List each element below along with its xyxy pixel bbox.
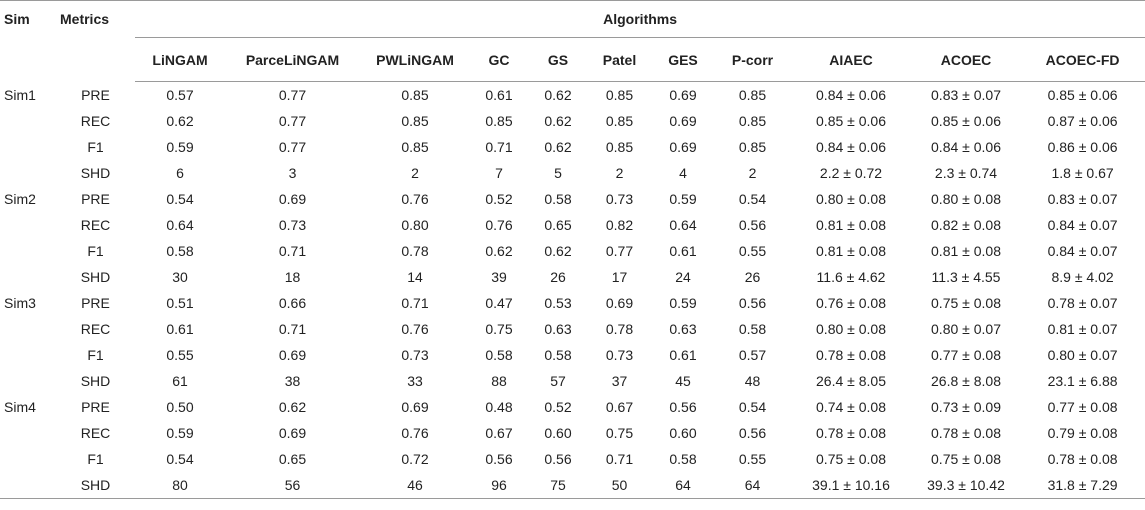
cell-value: 0.62	[485, 243, 513, 259]
cell-value: 11.6 ± 4.62	[816, 269, 886, 285]
cell-value: 0.62	[544, 243, 572, 259]
column-header-patel: Patel	[588, 38, 651, 82]
cell-value: 0.56	[485, 451, 513, 467]
cell-metric: REC	[80, 321, 111, 337]
cell-value: 0.85	[605, 113, 634, 129]
cell-value: 0.69	[669, 113, 697, 129]
cell-value: 0.58	[544, 347, 572, 363]
cell-value: 0.69	[278, 347, 307, 363]
cell-value: 0.85	[605, 139, 634, 155]
cell-metric: SHD	[56, 472, 135, 499]
cell-value: 0.83 ± 0.07	[1047, 191, 1118, 207]
cell-value: 0.65	[278, 451, 307, 467]
cell-value: 0.54	[166, 451, 194, 467]
cell-value: 23.1 ± 6.88	[1047, 373, 1118, 389]
cell-value: 0.78 ± 0.08	[1047, 451, 1118, 467]
cell-value: 0.75 ± 0.08	[931, 295, 1001, 311]
cell-value: 0.63	[669, 321, 697, 337]
cell-value: 7	[495, 165, 503, 181]
cell-value: 0.77	[278, 87, 307, 103]
cell-value: 0.71	[278, 321, 307, 337]
cell-value: 0.76	[401, 191, 429, 207]
cell-value: 0.64	[166, 217, 194, 233]
cell-value: 2	[411, 165, 419, 181]
column-header-ges: GES	[651, 38, 715, 82]
cell-value: 0.85	[605, 87, 634, 103]
cell-value: 0.78 ± 0.07	[1047, 295, 1118, 311]
cell-value: 0.80 ± 0.08	[931, 191, 1001, 207]
table-row	[0, 394, 1145, 420]
cell-value: 0.69	[605, 295, 634, 311]
cell-sim: Sim1	[4, 86, 36, 103]
cell-sim	[0, 420, 56, 446]
column-header-parcelingam: ParceLiNGAM	[225, 38, 360, 82]
cell-value: 2.2 ± 0.72	[819, 165, 883, 181]
cell-value: 0.84 ± 0.07	[1047, 243, 1118, 259]
column-header-acoec-fd: ACOEC-FD	[1020, 38, 1145, 82]
cell-value: 0.86 ± 0.06	[1047, 139, 1118, 155]
cell-metric: REC	[80, 425, 111, 441]
cell-value: 0.59	[166, 139, 194, 155]
cell-value: 0.56	[669, 399, 697, 415]
cell-value: 80	[135, 472, 225, 499]
table-row	[0, 212, 1145, 238]
cell-value: 0.72	[401, 451, 429, 467]
table-row	[0, 420, 1145, 446]
cell-value: 0.80	[401, 217, 429, 233]
cell-value: 0.82 ± 0.08	[931, 217, 1001, 233]
cell-value: 0.55	[738, 243, 767, 259]
cell-value: 8.9 ± 4.02	[1051, 269, 1114, 285]
cell-value: 0.85 ± 0.06	[816, 113, 886, 129]
table-row	[0, 290, 1145, 316]
cell-value: 0.85	[401, 139, 429, 155]
cell-metric: F1	[87, 451, 104, 467]
cell-value: 0.71	[605, 451, 634, 467]
cell-value: 0.71	[485, 139, 513, 155]
cell-value: 0.67	[605, 399, 634, 415]
cell-value: 0.74 ± 0.08	[816, 399, 886, 415]
cell-value: 0.56	[544, 451, 572, 467]
cell-value: 88	[491, 373, 507, 389]
cell-value: 0.81 ± 0.08	[816, 243, 886, 259]
cell-value: 0.59	[669, 295, 697, 311]
cell-value: 0.73	[401, 347, 429, 363]
cell-value: 0.69	[669, 139, 697, 155]
cell-value: 75	[528, 472, 588, 499]
cell-value: 0.58	[669, 451, 697, 467]
cell-value: 0.73	[605, 191, 634, 207]
cell-value: 0.67	[485, 425, 513, 441]
cell-value: 38	[284, 373, 301, 389]
cell-value: 0.64	[669, 217, 697, 233]
cell-value: 0.85	[738, 87, 767, 103]
cell-value: 50	[588, 472, 651, 499]
cell-value: 0.55	[166, 347, 194, 363]
cell-sim	[0, 472, 56, 499]
cell-value: 0.62	[166, 113, 194, 129]
cell-metric: SHD	[80, 165, 111, 181]
cell-value: 0.79 ± 0.08	[1047, 425, 1118, 441]
cell-sim	[0, 342, 56, 368]
cell-value: 0.61	[669, 347, 697, 363]
cell-value: 0.59	[669, 191, 697, 207]
cell-sim	[0, 446, 56, 472]
cell-value: 0.60	[669, 425, 697, 441]
cell-sim	[0, 264, 56, 290]
cell-value: 45	[675, 373, 691, 389]
cell-value: 0.60	[544, 425, 572, 441]
column-header-p-corr: P-corr	[715, 38, 790, 82]
cell-value: 0.73	[605, 347, 634, 363]
cell-value: 0.69	[278, 191, 307, 207]
table-row	[0, 134, 1145, 160]
table-row	[0, 264, 1145, 290]
table-row	[0, 186, 1145, 212]
cell-metric: SHD	[80, 269, 111, 285]
cell-value: 0.58	[544, 191, 572, 207]
table-row	[0, 108, 1145, 134]
cell-value: 0.48	[485, 399, 513, 415]
table-row	[0, 160, 1145, 186]
column-header-pwlingam: PWLiNGAM	[360, 38, 470, 82]
cell-value: 0.52	[544, 399, 572, 415]
cell-value: 0.85	[401, 113, 429, 129]
cell-sim: Sim4	[4, 399, 36, 415]
cell-value: 0.65	[544, 217, 572, 233]
cell-value: 37	[611, 373, 628, 389]
cell-metric: F1	[87, 139, 104, 155]
cell-metric: PRE	[81, 295, 110, 311]
column-header-lingam: LiNGAM	[135, 38, 225, 82]
cell-metric: F1	[87, 243, 104, 259]
cell-metric: SHD	[80, 373, 111, 389]
cell-value: 46	[360, 472, 470, 499]
cell-value: 0.77	[278, 139, 307, 155]
cell-value: 0.58	[166, 243, 194, 259]
cell-value: 64	[651, 472, 715, 499]
column-header-aiaec: AIAEC	[790, 38, 912, 82]
column-header-sim: Sim	[0, 1, 56, 82]
table-row	[0, 472, 1145, 499]
column-header-gs: GS	[528, 38, 588, 82]
cell-value: 0.71	[278, 243, 307, 259]
cell-value: 39	[491, 269, 507, 285]
cell-value: 0.76	[401, 321, 429, 337]
cell-value: 26	[550, 269, 566, 285]
cell-sim: Sim2	[4, 191, 36, 207]
cell-value: 0.75 ± 0.08	[816, 451, 886, 467]
cell-value: 0.58	[738, 321, 767, 337]
cell-value: 4	[679, 165, 687, 181]
cell-value: 0.76	[485, 217, 513, 233]
table-row	[0, 82, 1145, 109]
cell-value: 0.80 ± 0.07	[931, 321, 1001, 337]
cell-sim	[0, 368, 56, 394]
cell-value: 2	[748, 165, 757, 181]
cell-value: 0.87 ± 0.06	[1047, 113, 1118, 129]
cell-value: 0.61	[166, 321, 194, 337]
cell-value: 0.56	[738, 217, 767, 233]
cell-value: 0.63	[544, 321, 572, 337]
cell-value: 0.78 ± 0.08	[931, 425, 1001, 441]
cell-value: 0.55	[738, 451, 767, 467]
cell-value: 0.73	[278, 217, 307, 233]
cell-value: 0.77 ± 0.08	[931, 347, 1001, 363]
header-row-top	[0, 1, 1145, 38]
cell-value: 26	[744, 269, 761, 285]
cell-value: 0.69	[401, 399, 429, 415]
cell-value: 0.85	[485, 113, 513, 129]
column-group-algorithms: Algorithms	[135, 1, 1145, 38]
cell-value: 33	[407, 373, 423, 389]
cell-sim	[0, 108, 56, 134]
cell-value: 14	[407, 269, 423, 285]
cell-value: 0.77	[278, 113, 307, 129]
cell-metric: PRE	[81, 86, 110, 103]
cell-sim	[0, 160, 56, 186]
cell-value: 0.71	[401, 295, 429, 311]
cell-value: 0.76 ± 0.08	[816, 295, 886, 311]
cell-value: 0.84 ± 0.06	[931, 139, 1001, 155]
cell-value: 26.8 ± 8.08	[931, 373, 1001, 389]
cell-value: 0.51	[166, 295, 194, 311]
column-header-acoec: ACOEC	[912, 38, 1020, 82]
cell-value: 0.77 ± 0.08	[1047, 399, 1118, 415]
cell-value: 0.84 ± 0.06	[816, 139, 886, 155]
cell-value: 0.76	[401, 425, 429, 441]
cell-value: 0.54	[738, 191, 767, 207]
cell-value: 26.4 ± 8.05	[816, 373, 886, 389]
cell-sim	[0, 238, 56, 264]
cell-value: 0.52	[485, 191, 513, 207]
cell-value: 96	[470, 472, 528, 499]
cell-value: 0.62	[544, 113, 572, 129]
cell-value: 0.80 ± 0.08	[816, 191, 886, 207]
cell-value: 0.56	[738, 295, 767, 311]
cell-value: 2.3 ± 0.74	[934, 165, 998, 181]
header-row-algorithms	[0, 38, 1145, 82]
cell-value: 0.66	[278, 295, 307, 311]
cell-sim: Sim3	[4, 295, 36, 311]
cell-value: 0.75 ± 0.08	[931, 451, 1001, 467]
cell-value: 0.78	[401, 243, 429, 259]
table-body	[0, 82, 1145, 499]
cell-value: 0.53	[544, 295, 572, 311]
cell-value: 0.75	[485, 321, 513, 337]
cell-value: 6	[176, 165, 184, 181]
cell-value: 0.82	[605, 217, 634, 233]
cell-value: 0.61	[669, 243, 697, 259]
cell-metric: PRE	[81, 399, 110, 415]
cell-value: 0.85	[738, 113, 767, 129]
cell-metric: PRE	[81, 191, 110, 207]
cell-value: 0.57	[738, 347, 767, 363]
cell-value: 0.81 ± 0.08	[931, 243, 1001, 259]
cell-metric: REC	[80, 217, 111, 233]
cell-value: 0.81 ± 0.08	[816, 217, 886, 233]
cell-value: 0.84 ± 0.06	[816, 87, 886, 103]
cell-value: 48	[744, 373, 761, 389]
cell-value: 0.47	[485, 295, 513, 311]
cell-value: 0.57	[166, 87, 194, 103]
cell-metric: F1	[87, 347, 104, 363]
table-row	[0, 368, 1145, 394]
cell-value: 0.73 ± 0.09	[931, 399, 1001, 415]
cell-value: 0.59	[166, 425, 194, 441]
cell-value: 18	[284, 269, 301, 285]
cell-value: 0.85 ± 0.06	[1047, 87, 1118, 103]
table-row	[0, 238, 1145, 264]
cell-metric: REC	[80, 113, 111, 129]
cell-value: 0.54	[738, 399, 767, 415]
cell-value: 39.3 ± 10.42	[912, 472, 1020, 499]
cell-value: 64	[715, 472, 790, 499]
cell-value: 17	[611, 269, 628, 285]
cell-value: 0.77	[605, 243, 634, 259]
cell-value: 0.56	[738, 425, 767, 441]
column-header-metrics: Metrics	[56, 1, 135, 82]
cell-value: 11.3 ± 4.55	[931, 269, 1001, 285]
cell-sim	[0, 212, 56, 238]
cell-value: 0.62	[544, 87, 572, 103]
cell-value: 0.80 ± 0.07	[1047, 347, 1118, 363]
cell-value: 0.85	[401, 87, 429, 103]
cell-value: 0.81 ± 0.07	[1047, 321, 1118, 337]
cell-value: 39.1 ± 10.16	[790, 472, 912, 499]
cell-value: 24	[675, 269, 691, 285]
cell-value: 0.85 ± 0.06	[931, 113, 1001, 129]
cell-sim	[0, 134, 56, 160]
table-row	[0, 342, 1145, 368]
cell-value: 31.8 ± 7.29	[1020, 472, 1145, 499]
cell-value: 0.69	[278, 425, 307, 441]
cell-value: 0.78	[605, 321, 634, 337]
table-row	[0, 316, 1145, 342]
cell-value: 0.78 ± 0.08	[816, 347, 886, 363]
cell-value: 1.8 ± 0.67	[1051, 165, 1114, 181]
cell-value: 0.62	[544, 139, 572, 155]
cell-value: 0.75	[605, 425, 634, 441]
cell-value: 30	[172, 269, 188, 285]
cell-value: 0.69	[669, 87, 697, 103]
cell-value: 0.84 ± 0.07	[1047, 217, 1118, 233]
cell-value: 0.80 ± 0.08	[816, 321, 886, 337]
cell-sim	[0, 316, 56, 342]
cell-value: 2	[615, 165, 624, 181]
cell-value: 56	[225, 472, 360, 499]
cell-value: 0.58	[485, 347, 513, 363]
table-row	[0, 446, 1145, 472]
column-header-gc: GC	[470, 38, 528, 82]
cell-value: 0.54	[166, 191, 194, 207]
cell-value: 0.61	[485, 87, 513, 103]
cell-value: 0.85	[738, 139, 767, 155]
cell-value: 3	[288, 165, 297, 181]
cell-value: 57	[550, 373, 566, 389]
cell-value: 0.83 ± 0.07	[931, 87, 1001, 103]
cell-value: 5	[554, 165, 562, 181]
cell-value: 61	[172, 373, 188, 389]
cell-value: 0.78 ± 0.08	[816, 425, 886, 441]
cell-value: 0.50	[166, 399, 194, 415]
cell-value: 0.62	[278, 399, 307, 415]
